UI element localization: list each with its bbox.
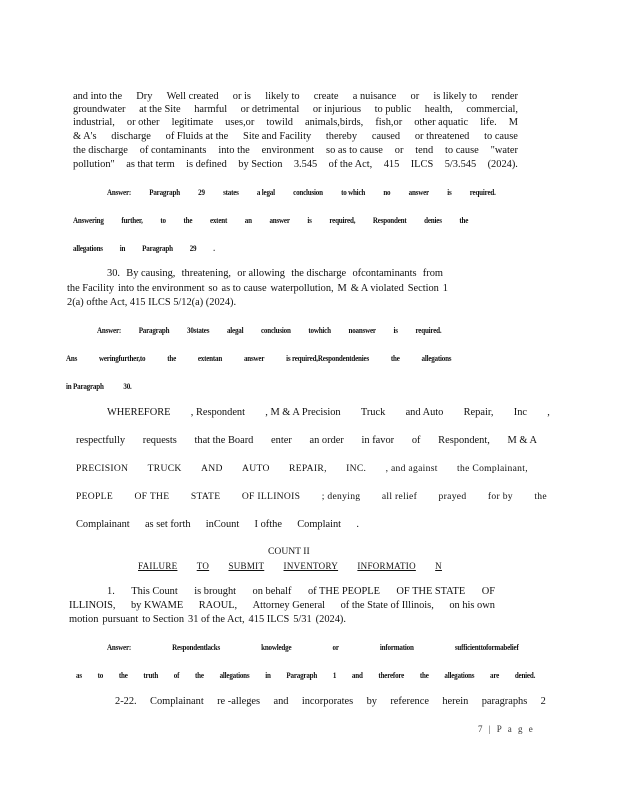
text-segment: create bbox=[313, 91, 339, 102]
text-segment: in bbox=[119, 243, 126, 253]
answer-1-line-2 bbox=[76, 669, 535, 681]
text-segment: truth bbox=[143, 670, 159, 680]
text-segment: or bbox=[332, 642, 339, 652]
text-segment: Paragraph bbox=[149, 187, 180, 197]
text-segment: is brought bbox=[194, 586, 237, 597]
wherefore-line-5 bbox=[76, 519, 359, 531]
text-segment: as bbox=[76, 670, 82, 680]
page-number-footer: 7 | P a g e bbox=[478, 724, 535, 734]
text-segment: OF ILLINOIS bbox=[241, 491, 301, 502]
answer-29-line-3 bbox=[73, 242, 215, 254]
text-segment: is defined bbox=[186, 159, 227, 170]
para-29-line-5 bbox=[73, 145, 518, 157]
text-segment: a nuisance bbox=[352, 91, 397, 102]
text-segment: , and against bbox=[385, 463, 438, 474]
text-segment: Complainant bbox=[150, 696, 204, 707]
text-segment: SUBMIT bbox=[228, 561, 265, 571]
text-segment: I ofthe bbox=[254, 519, 282, 530]
text-segment: Dry bbox=[136, 91, 153, 102]
text-segment: and into the bbox=[73, 91, 123, 102]
text-segment: Well created bbox=[166, 91, 219, 102]
text-segment: the bbox=[534, 491, 547, 502]
text-segment: groundwater bbox=[73, 104, 126, 115]
text-segment: harmful bbox=[194, 104, 228, 115]
text-segment: Respondentlacks bbox=[172, 642, 220, 652]
para-30-line-2 bbox=[67, 283, 448, 295]
text-segment: as set forth bbox=[144, 519, 191, 530]
text-segment: extent bbox=[209, 215, 228, 225]
para-30-line-3: 2(a) ofthe Act, 415 ILCS 5/12(a) (2024). bbox=[67, 297, 237, 308]
text-segment: the bbox=[167, 353, 177, 363]
text-segment: so as to cause bbox=[326, 145, 383, 156]
text-segment: to bbox=[97, 670, 104, 680]
text-segment: paragraphs bbox=[481, 696, 528, 707]
wherefore-line-3 bbox=[76, 463, 528, 475]
text-segment: AND bbox=[200, 463, 223, 474]
text-segment: . bbox=[213, 243, 215, 253]
text-segment: the discharge bbox=[291, 268, 347, 279]
para-1-line-1 bbox=[107, 586, 495, 598]
text-segment: further, bbox=[121, 215, 143, 225]
text-segment: of bbox=[173, 670, 180, 680]
text-segment: from bbox=[422, 268, 443, 279]
text-segment: allegations bbox=[444, 670, 475, 680]
text-segment: WHEREFORE bbox=[107, 407, 171, 418]
answer-30-line-1 bbox=[97, 324, 441, 336]
text-segment: or bbox=[394, 145, 404, 156]
text-segment: INVENTORY bbox=[283, 561, 339, 571]
text-segment: an order bbox=[309, 435, 344, 446]
text-segment: "water bbox=[490, 145, 518, 156]
text-segment: of Fluids at the bbox=[165, 131, 229, 142]
text-segment: 2-22. bbox=[115, 696, 137, 707]
text-segment: tend bbox=[415, 145, 434, 156]
text-segment: and bbox=[351, 670, 363, 680]
text-segment: FAILURE bbox=[138, 561, 178, 571]
text-segment: health, bbox=[424, 104, 453, 115]
text-segment: INC. bbox=[346, 463, 367, 474]
text-segment: for by bbox=[487, 491, 513, 502]
text-segment: reference bbox=[390, 696, 429, 707]
text-segment: ; denying bbox=[321, 491, 361, 502]
text-segment: are bbox=[490, 670, 500, 680]
text-segment: or allowing bbox=[237, 268, 285, 279]
text-segment: PRECISION bbox=[76, 463, 129, 474]
text-segment: by Section bbox=[238, 159, 283, 170]
text-segment: 30. bbox=[107, 268, 120, 279]
text-segment: the bbox=[419, 670, 429, 680]
text-segment: ofcontaminants bbox=[352, 268, 417, 279]
text-segment: motion bbox=[69, 614, 99, 625]
text-segment: to public bbox=[374, 104, 412, 115]
answer-30-line-2 bbox=[66, 352, 451, 364]
text-segment: of bbox=[411, 435, 421, 446]
text-segment: on his own bbox=[449, 600, 495, 611]
text-segment: allegations bbox=[421, 353, 452, 363]
answer-30-line-3 bbox=[66, 380, 132, 392]
text-segment: and Auto bbox=[405, 407, 444, 418]
text-segment: towild bbox=[266, 117, 293, 128]
text-segment: all relief bbox=[381, 491, 418, 502]
text-segment: render bbox=[491, 91, 518, 102]
text-segment: Site and Facility bbox=[243, 131, 312, 142]
text-segment: herein bbox=[442, 696, 469, 707]
text-segment: Attorney General bbox=[252, 600, 326, 611]
text-segment: conclusion bbox=[293, 187, 323, 197]
text-segment: Paragraph bbox=[138, 325, 170, 335]
text-segment: 5/31 bbox=[293, 614, 312, 625]
text-segment: towhich bbox=[308, 325, 331, 335]
text-segment: Complaint bbox=[297, 519, 342, 530]
text-segment: on behalf bbox=[252, 586, 292, 597]
text-segment: therefore bbox=[378, 670, 405, 680]
text-segment: weringfurther,to bbox=[99, 353, 146, 363]
text-segment: , M & A Precision bbox=[265, 407, 341, 418]
text-segment: 3.545 bbox=[293, 159, 318, 170]
para-29-line-3 bbox=[73, 117, 518, 129]
text-segment: allegations bbox=[219, 670, 250, 680]
text-segment: answer bbox=[243, 353, 265, 363]
text-segment: M bbox=[508, 117, 518, 128]
text-segment: REPAIR, bbox=[289, 463, 327, 474]
text-segment: waterpollution, bbox=[270, 283, 334, 294]
text-segment: of the State of Illinois, bbox=[340, 600, 434, 611]
text-segment: legitimate bbox=[171, 117, 214, 128]
text-segment: Truck bbox=[360, 407, 386, 418]
text-segment: or detrimental bbox=[240, 104, 300, 115]
text-segment: conclusion bbox=[261, 325, 291, 335]
text-segment: & A violated bbox=[350, 283, 404, 294]
text-segment: Answering bbox=[73, 215, 104, 225]
text-segment: allegations bbox=[73, 243, 103, 253]
text-segment: is likely to bbox=[433, 91, 478, 102]
text-segment: Section bbox=[407, 283, 439, 294]
text-segment: to which bbox=[341, 187, 366, 197]
text-segment: thereby bbox=[325, 131, 358, 142]
para-1-line-2 bbox=[69, 600, 495, 612]
text-segment: extentan bbox=[197, 353, 223, 363]
text-segment: the Complainant, bbox=[457, 463, 528, 474]
para-2-22-line bbox=[115, 696, 546, 708]
text-segment: states bbox=[223, 187, 239, 197]
para-29-line-4 bbox=[73, 131, 518, 143]
text-segment: 1. bbox=[107, 586, 115, 597]
text-segment: is bbox=[447, 187, 452, 197]
text-segment: 1 bbox=[442, 283, 448, 294]
wherefore-line-4 bbox=[76, 491, 547, 503]
text-segment: 29 bbox=[189, 243, 197, 253]
text-segment: by bbox=[366, 696, 377, 707]
text-segment: as that term bbox=[126, 159, 175, 170]
text-segment: Paragraph bbox=[286, 670, 318, 680]
text-segment: , bbox=[547, 407, 550, 418]
text-segment: threatening, bbox=[181, 268, 231, 279]
text-segment: Answer: bbox=[107, 187, 132, 197]
text-segment: to bbox=[160, 215, 166, 225]
text-segment: discharge bbox=[111, 131, 151, 142]
text-segment: 5/3.545 bbox=[444, 159, 477, 170]
text-segment: answer bbox=[408, 187, 429, 197]
text-segment: at the Site bbox=[139, 104, 181, 115]
para-1-line-3 bbox=[69, 614, 346, 626]
text-segment: This Count bbox=[131, 586, 178, 597]
para-29-line-2 bbox=[73, 104, 518, 116]
text-segment: Answer: bbox=[97, 325, 122, 335]
text-segment: knowledge bbox=[261, 642, 292, 652]
count-subheading bbox=[138, 560, 442, 572]
text-segment: into the environment bbox=[117, 283, 205, 294]
text-segment: and bbox=[273, 696, 289, 707]
text-segment: , Respondent bbox=[190, 407, 246, 418]
text-segment: & A's bbox=[73, 131, 97, 142]
text-segment: or is bbox=[232, 91, 251, 102]
text-segment: or bbox=[410, 91, 420, 102]
text-segment: pollution" bbox=[73, 159, 115, 170]
para-29-line-1 bbox=[73, 91, 518, 103]
text-segment: Complainant bbox=[76, 519, 130, 530]
text-segment: required, bbox=[329, 215, 356, 225]
text-segment: in favor bbox=[361, 435, 395, 446]
text-segment: animals,birds, bbox=[304, 117, 364, 128]
text-segment: so bbox=[208, 283, 218, 294]
text-segment: Ans bbox=[66, 353, 78, 363]
text-segment: the bbox=[183, 215, 193, 225]
count-heading: COUNT II bbox=[268, 546, 310, 557]
text-segment: by KWAME bbox=[130, 600, 184, 611]
text-segment: INFORMATIO bbox=[357, 561, 416, 571]
text-segment: Respondent, bbox=[438, 435, 490, 446]
text-segment: commercial, bbox=[466, 104, 518, 115]
text-segment: required. bbox=[469, 187, 496, 197]
text-segment: or injurious bbox=[312, 104, 362, 115]
text-segment: OF THE STATE bbox=[396, 586, 466, 597]
text-segment: sufficienttoformabelief bbox=[454, 642, 519, 652]
text-segment: the discharge bbox=[73, 145, 128, 156]
text-segment: to Section bbox=[142, 614, 185, 625]
text-segment: Repair, bbox=[463, 407, 494, 418]
text-segment: answer bbox=[269, 215, 290, 225]
text-segment: (2024). bbox=[487, 159, 518, 170]
text-segment: M bbox=[337, 283, 347, 294]
text-segment: ILCS bbox=[410, 159, 434, 170]
text-segment: alegal bbox=[226, 325, 244, 335]
text-segment: is bbox=[393, 325, 398, 335]
text-segment: OF bbox=[481, 586, 495, 597]
text-segment: 30. bbox=[123, 381, 132, 391]
text-segment: fish,or bbox=[375, 117, 403, 128]
answer-29-line-2 bbox=[73, 214, 468, 226]
text-segment: the bbox=[118, 670, 128, 680]
text-segment: is bbox=[307, 215, 312, 225]
text-segment: likely to bbox=[265, 91, 300, 102]
text-segment: industrial, bbox=[73, 117, 115, 128]
answer-29-line-1 bbox=[107, 186, 496, 198]
text-segment: Answer: bbox=[107, 642, 132, 652]
text-segment: 2 bbox=[540, 696, 546, 707]
text-segment: the bbox=[195, 670, 204, 680]
text-segment: OF THE bbox=[134, 491, 170, 502]
text-segment: enter bbox=[271, 435, 292, 446]
text-segment: inCount bbox=[205, 519, 240, 530]
para-30-line-1 bbox=[107, 268, 443, 280]
text-segment: 30states bbox=[187, 325, 210, 335]
text-segment: TRUCK bbox=[147, 463, 182, 474]
text-segment: information bbox=[379, 642, 414, 652]
text-segment: Respondent bbox=[372, 215, 407, 225]
text-segment: ILLINOIS, bbox=[69, 600, 116, 611]
text-segment: into the bbox=[218, 145, 250, 156]
text-segment: caused bbox=[371, 131, 401, 142]
text-segment: AUTO bbox=[242, 463, 270, 474]
text-segment: no bbox=[383, 187, 391, 197]
text-segment: uses,or bbox=[225, 117, 255, 128]
wherefore-line-1 bbox=[107, 407, 550, 419]
text-segment: of THE PEOPLE bbox=[307, 586, 380, 597]
text-segment: the bbox=[390, 353, 400, 363]
text-segment: a legal bbox=[256, 187, 275, 197]
text-segment: PEOPLE bbox=[76, 491, 113, 502]
text-segment: the Facility bbox=[67, 283, 115, 294]
text-segment: Inc bbox=[513, 407, 528, 418]
text-segment: N bbox=[435, 561, 442, 571]
text-segment: 415 ILCS bbox=[248, 614, 290, 625]
text-segment: to cause bbox=[484, 131, 518, 142]
text-segment: of the Act, bbox=[328, 159, 373, 170]
text-segment: STATE bbox=[190, 491, 221, 502]
text-segment: or other bbox=[126, 117, 160, 128]
text-segment: 31 of the Act, bbox=[188, 614, 245, 625]
text-segment: of contaminants bbox=[139, 145, 207, 156]
text-segment: Paragraph bbox=[142, 243, 173, 253]
text-segment: 29 bbox=[198, 187, 205, 197]
text-segment: life. bbox=[480, 117, 497, 128]
text-segment: incorporates bbox=[301, 696, 354, 707]
text-segment: is required,Respondentdenies bbox=[286, 353, 369, 363]
text-segment: required. bbox=[415, 325, 442, 335]
text-segment: an bbox=[244, 215, 252, 225]
text-segment: RAOUL, bbox=[198, 600, 238, 611]
text-segment: pursuant bbox=[102, 614, 139, 625]
text-segment: in Paragraph bbox=[66, 381, 104, 391]
para-29-line-6 bbox=[73, 159, 518, 171]
text-segment: 415 bbox=[383, 159, 400, 170]
text-segment: respectfully bbox=[76, 435, 126, 446]
answer-1-line-1 bbox=[107, 641, 519, 653]
text-segment: in bbox=[265, 670, 271, 680]
text-segment: 1 bbox=[332, 670, 337, 680]
text-segment: re -alleges bbox=[217, 696, 261, 707]
text-segment: prayed bbox=[438, 491, 467, 502]
text-segment: noanswer bbox=[348, 325, 376, 335]
text-segment: environment bbox=[261, 145, 315, 156]
text-segment: or threatened bbox=[414, 131, 470, 142]
text-segment: denied. bbox=[514, 670, 536, 680]
text-segment: the bbox=[459, 215, 469, 225]
text-segment: . bbox=[356, 519, 359, 530]
text-segment: (2024). bbox=[315, 614, 346, 625]
text-segment: denies bbox=[424, 215, 442, 225]
text-segment: that the Board bbox=[194, 435, 254, 446]
text-segment: other aquatic bbox=[414, 117, 469, 128]
text-segment: TO bbox=[196, 561, 210, 571]
text-segment: as to cause bbox=[221, 283, 267, 294]
text-segment: By causing, bbox=[126, 268, 176, 279]
text-segment: M & A bbox=[507, 435, 537, 446]
wherefore-line-2 bbox=[76, 435, 537, 447]
text-segment: to cause bbox=[445, 145, 479, 156]
text-segment: requests bbox=[142, 435, 177, 446]
